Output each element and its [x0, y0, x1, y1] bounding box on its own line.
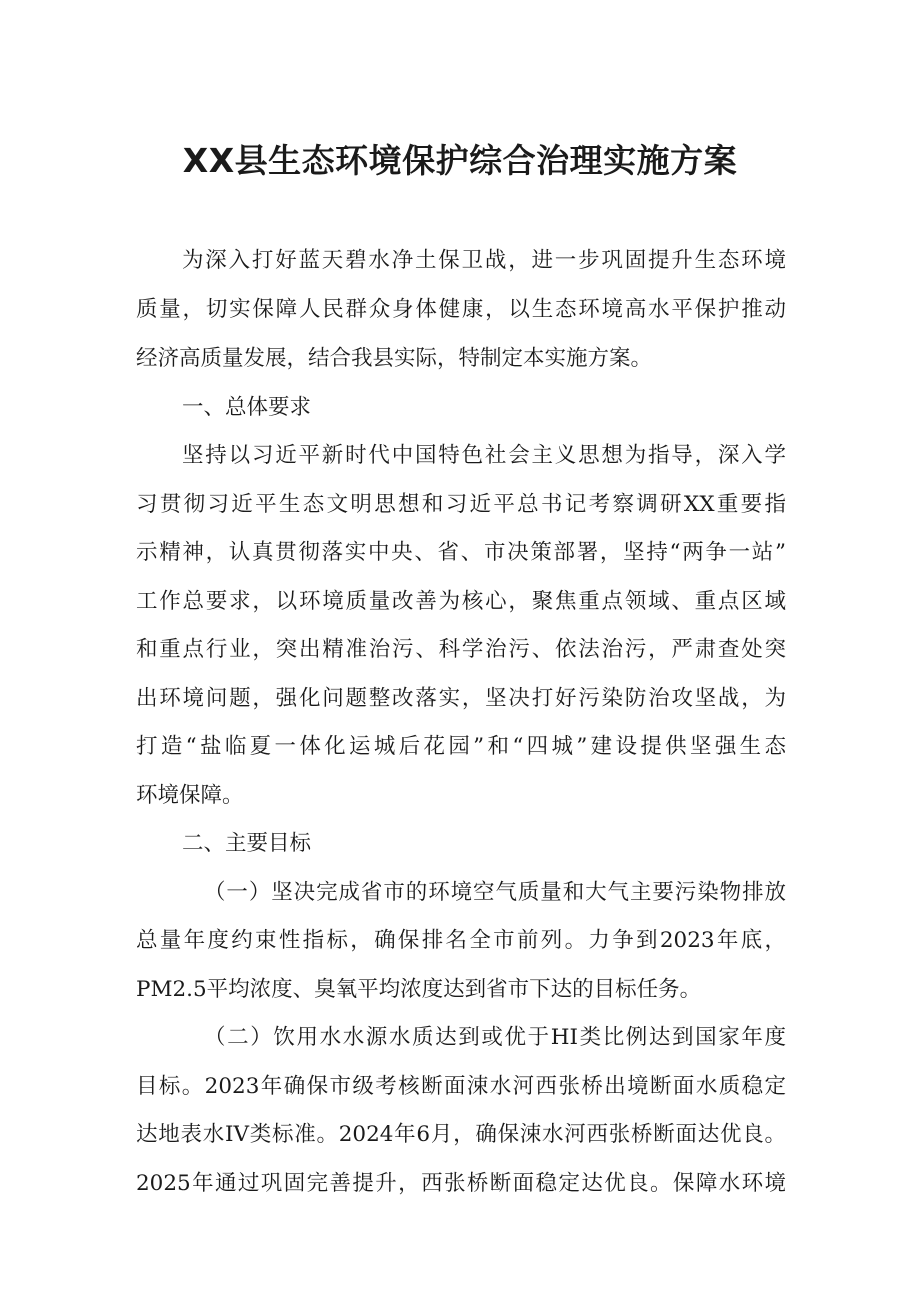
paragraph-line: 2025年通过巩固完善提升，西张桥断面稳定达优良。保障水环境 — [136, 1171, 786, 1196]
paragraph-line: 达地表水IV类标准。2024年6月，确保涑水河西张桥断面达优良。 — [136, 1122, 786, 1147]
paragraph-line: 总量年度约束性指标，确保排名全市前列。力争到2023年底， — [136, 928, 786, 953]
paragraph-line: 工作总要求，以环境质量改善为核心，聚焦重点领域、重点区域 — [136, 589, 786, 614]
section-heading: 二、主要目标 — [182, 831, 312, 856]
paragraph-line: 习贯彻习近平生态文明思想和习近平总书记考察调研XX重要指 — [136, 492, 786, 517]
paragraph-line: 打造“盐临夏一体化运城后花园”和“四城”建设提供坚强生态 — [136, 734, 786, 759]
paragraph-line: （一）坚决完成省市的环境空气质量和大气主要污染物排放 — [204, 880, 786, 905]
paragraph-line: PM2.5平均浓度、臭氧平均浓度达到省市下达的目标任务。 — [136, 977, 702, 1002]
paragraph-line: 经济高质量发展，结合我县实际，特制定本实施方案。 — [136, 346, 653, 371]
paragraph-line: 示精神，认真贯彻落实中央、省、市决策部署，坚持“两争一站” — [136, 540, 786, 565]
paragraph-line: 和重点行业，突出精准治污、科学治污、依法治污，严肃查处突 — [136, 637, 786, 662]
paragraph-line: 为深入打好蓝天碧水净土保卫战，进一步巩固提升生态环境 — [182, 248, 786, 273]
paragraph-line: 质量，切实保障人民群众身体健康，以生态环境高水平保护推动 — [136, 297, 786, 322]
paragraph-line: 环境保障。 — [136, 783, 244, 808]
paragraph-line: 坚持以习近平新时代中国特色社会主义思想为指导，深入学 — [182, 443, 786, 468]
paragraph-line: 出环境问题，强化问题整改落实，坚决打好污染防治攻坚战，为 — [136, 686, 786, 711]
document-title: XX县生态环境保护综合治理实施方案 — [182, 141, 738, 180]
paragraph-line: 目标。2023年确保市级考核断面涑水河西张桥出境断面水质稳定 — [136, 1074, 786, 1099]
paragraph-line: （二）饮用水水源水质达到或优于HI类比例达到国家年度 — [204, 1025, 786, 1050]
section-heading: 一、总体要求 — [182, 395, 312, 420]
